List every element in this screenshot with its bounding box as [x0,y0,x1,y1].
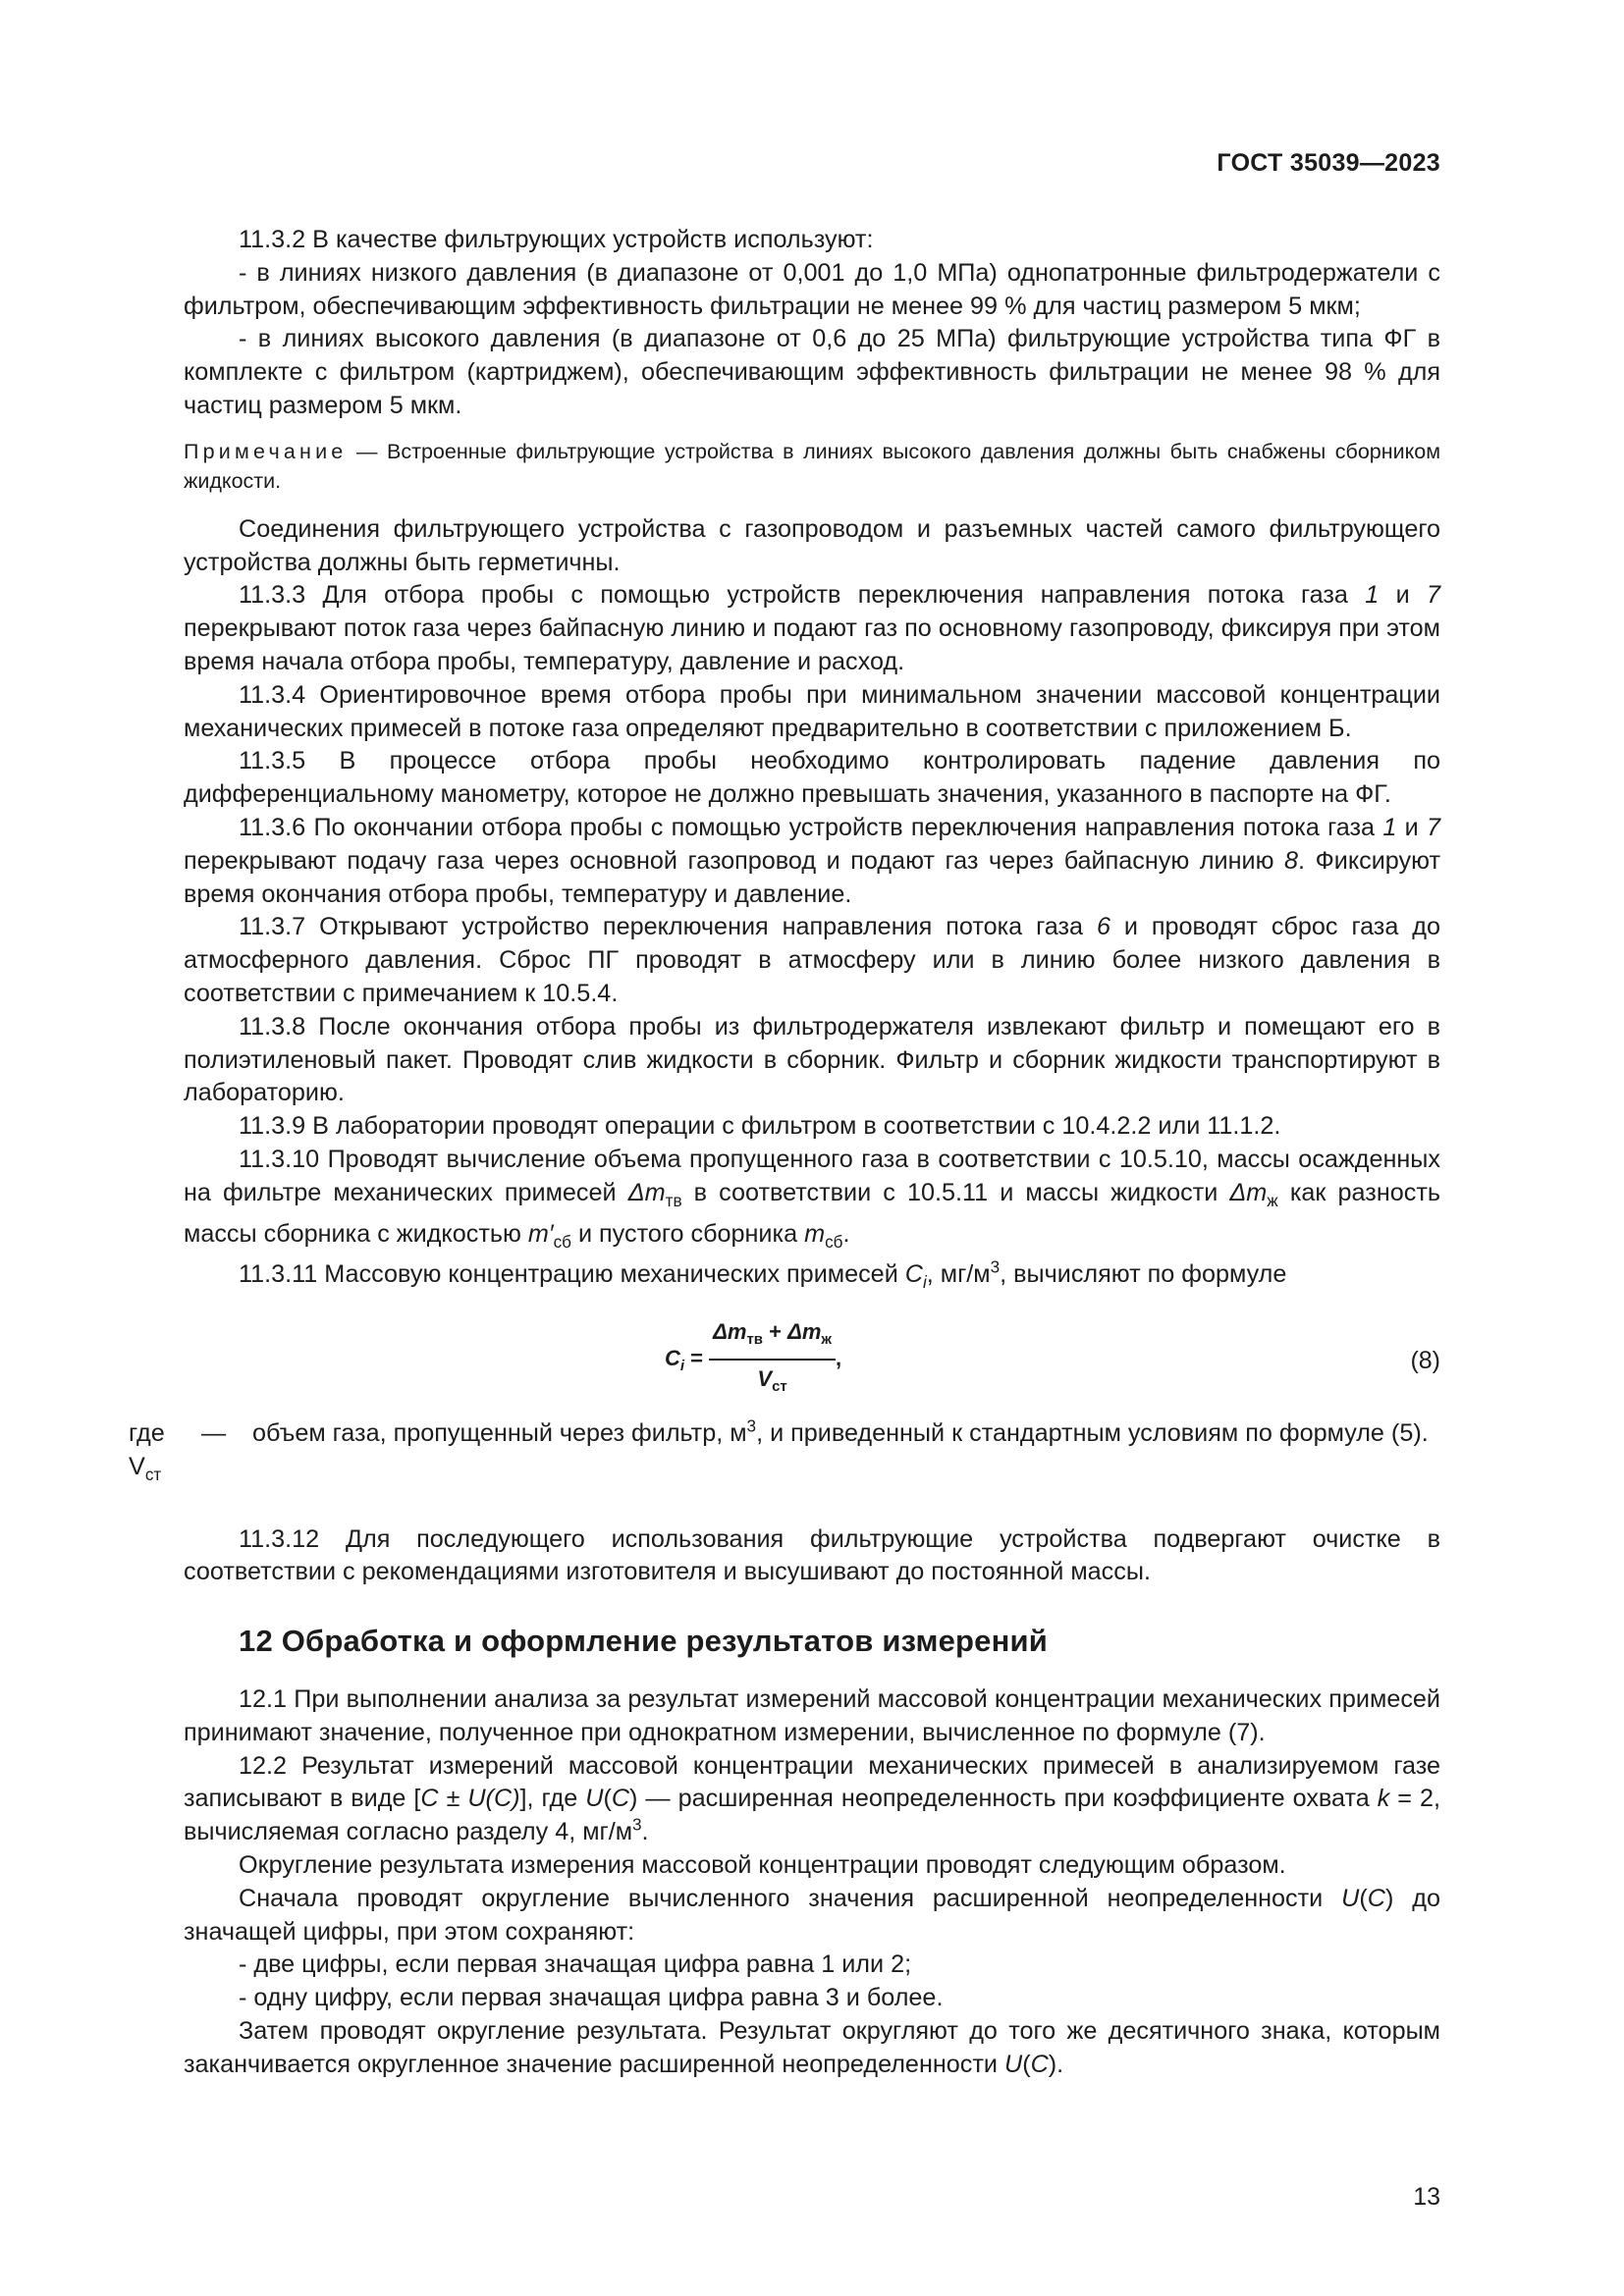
formula-number: (8) [1410,1347,1440,1375]
list-item-one-digit: - одну цифру, если первая значащая цифра равна 3 и более. [239,1984,944,2012]
formula-fraction [709,1315,836,1404]
legend-dash: — [201,1419,227,1448]
formula-denominator: $V_{ст}$ [757,1366,787,1396]
section-12-heading: 12 Обработка и оформление результатов измерений [239,1624,1049,1659]
paragraph-11-3-9: 11.3.9 В лаборатории проводят операции с фильтром в соответствии с 10.4.2.2 или 11.1.2. [239,1112,1281,1141]
paragraph-11-3-3: 11.3.3 Для отбора пробы с помощью устройств переключения направления потока газа 1 и 7 перекрывают поток газа через байпасную линию и подают газ по основному газопроводу, фиксируя при этом время начала отбора пробы, температуру, давление и расход. [184,581,1440,675]
paragraph-11-3-11: 11.3.11 Массовую концентрацию механических примесей $C_i$, $мг/м^3$, вычисляют по формуле [239,1256,1287,1293]
note [184,437,1440,496]
formula-legend [129,1415,1440,1492]
legend-description: объем газа, пропущенный через фильтр, $м^3$, и приведенный к стандартным условиям по формуле (5). [252,1415,1429,1448]
paragraph-11-3-8: 11.3.8 После окончания отбора пробы из фильтродержателя извлекают фильтр и помещают его в полиэтиленовый пакет. Проводят слив жидкости в сборник. Фильтр и сборник жидкости транспортируют в лабораторию. [184,1012,1440,1107]
paragraph-rounding-first: Сначала проводят округление вычисленного значения расширенной неопределенности U(C) до значащей цифры, при этом сохраняют: [184,1884,1440,1946]
note-label: Примечание [184,439,348,463]
note-text: — Встроенные фильтрующие устройства в линиях высокого давления должны быть снабжены сборником жидкости. [184,439,1440,493]
paragraph-11-3-6: 11.3.6 По окончании отбора пробы с помощью устройств переключения направления потока газа 1 и 7 перекрывают подачу газа через основной газопровод и подают газ через байпасную линию 8. Фиксируют время окончания отбора пробы, температуру и давление. [184,813,1440,908]
paragraph-12-2: 12.2 Результат измерений массовой концентрации механических примесей в анализируемом газе записывают в виде [C ± U(C)], где U(C) — расширенная неопределенность при коэффициенте охвата k = 2, вычисляемая согласно разделу 4, $мг/м^3$. [184,1751,1440,1846]
paragraph-11-3-2-intro: 11.3.2 В качестве фильтрующих устройств используют: [239,226,874,253]
document-code: ГОСТ 35039—2023 [1217,149,1440,177]
paragraph-11-3-12: 11.3.12 Для последующего использования фильтрующие устройства подвергают очистке в соответствии с рекомендациями изготовителя и высушивают до постоянной массы. [184,1524,1440,1586]
paragraph-12-1: 12.1 При выполнении анализа за результат измерений массовой концентрации механических примесей принимают значение, полученное при однократном измерении, вычисленное по формуле (7). [184,1685,1440,1746]
paragraph-11-3-4: 11.3.4 Ориентировочное время отбора пробы при минимальном значении массовой концентрации механических примесей в потоке газа определяют предварительно в соответствии с приложением Б. [184,680,1440,742]
paragraph-11-3-2-high-pressure: - в линиях высокого давления (в диапазоне от 0,6 до 25 МПа) фильтрующие устройства типа ФГ в комплекте с фильтром (картриджем), обеспечивающим эффективность фильтрации не менее 98 % для частиц размером 5 мкм. [184,325,1440,419]
page-body [129,224,1440,2082]
paragraph-11-3-2-low-pressure: - в линиях низкого давления (в диапазоне от 0,001 до 1,0 МПа) однопатронные фильтродержатели с фильтром, обеспечивающим эффективность фильтрации не менее 99 % для частиц размером 5 мкм; [184,258,1440,320]
paragraph-connections: Соединения фильтрующего устройства с газопроводом и разъемных частей самого фильтрующего устройства должны быть герметичны. [184,514,1440,576]
list-item-two-digits: - две цифры, если первая значащая цифра равна 1 или 2; [239,1950,912,1979]
paragraph-rounding: Округление результата измерения массовой концентрации проводят следующим образом. [239,1851,1286,1880]
paragraph-11-3-5: 11.3.5 В процессе отбора пробы необходимо контролировать падение давления по дифференциальному манометру, которое не должно превышать значения, указанного в паспорте на ФГ. [184,747,1440,809]
formula-numerator: $\Delta m_{тв} + \Delta m_ж$ [709,1315,836,1361]
paragraph-rounding-then: Затем проводят округление результата. Результат округляют до того же десятичного знака, которым заканчивается округленное значение расширенной неопределенности U(C). [184,2017,1440,2078]
legend-symbol: где $V_{ст}$ [129,1419,165,1484]
paragraph-11-3-10: 11.3.10 Проводят вычисление объема пропущенного газа в соответствии с 10.5.10, массы осажденных на фильтре механических примесей $\Delta m_{тв}$ в соответствии с 10.5.11 и массы жидкости $\Delta m_ж$ как разность массы сборника с жидкостью $m'_{сб}$ и пустого сборника $m_{сб}$. [184,1145,1440,1252]
paragraph-11-3-7: 11.3.7 Открывают устройство переключения направления потока газа 6 и проводят сброс газа до атмосферного давления. Сброс ПГ проводят в атмосферу или в линию более низкого давления в соответствии с примечанием к 10.5.4. [184,913,1440,1007]
formula-expression: $C_i$ = $\frac{\Delta m_{тв} + \Delta m_ж}{V_{ст}}$ , [665,1315,841,1404]
page-number: 13 [1413,2183,1440,2211]
formula-8 [184,1311,1440,1410]
